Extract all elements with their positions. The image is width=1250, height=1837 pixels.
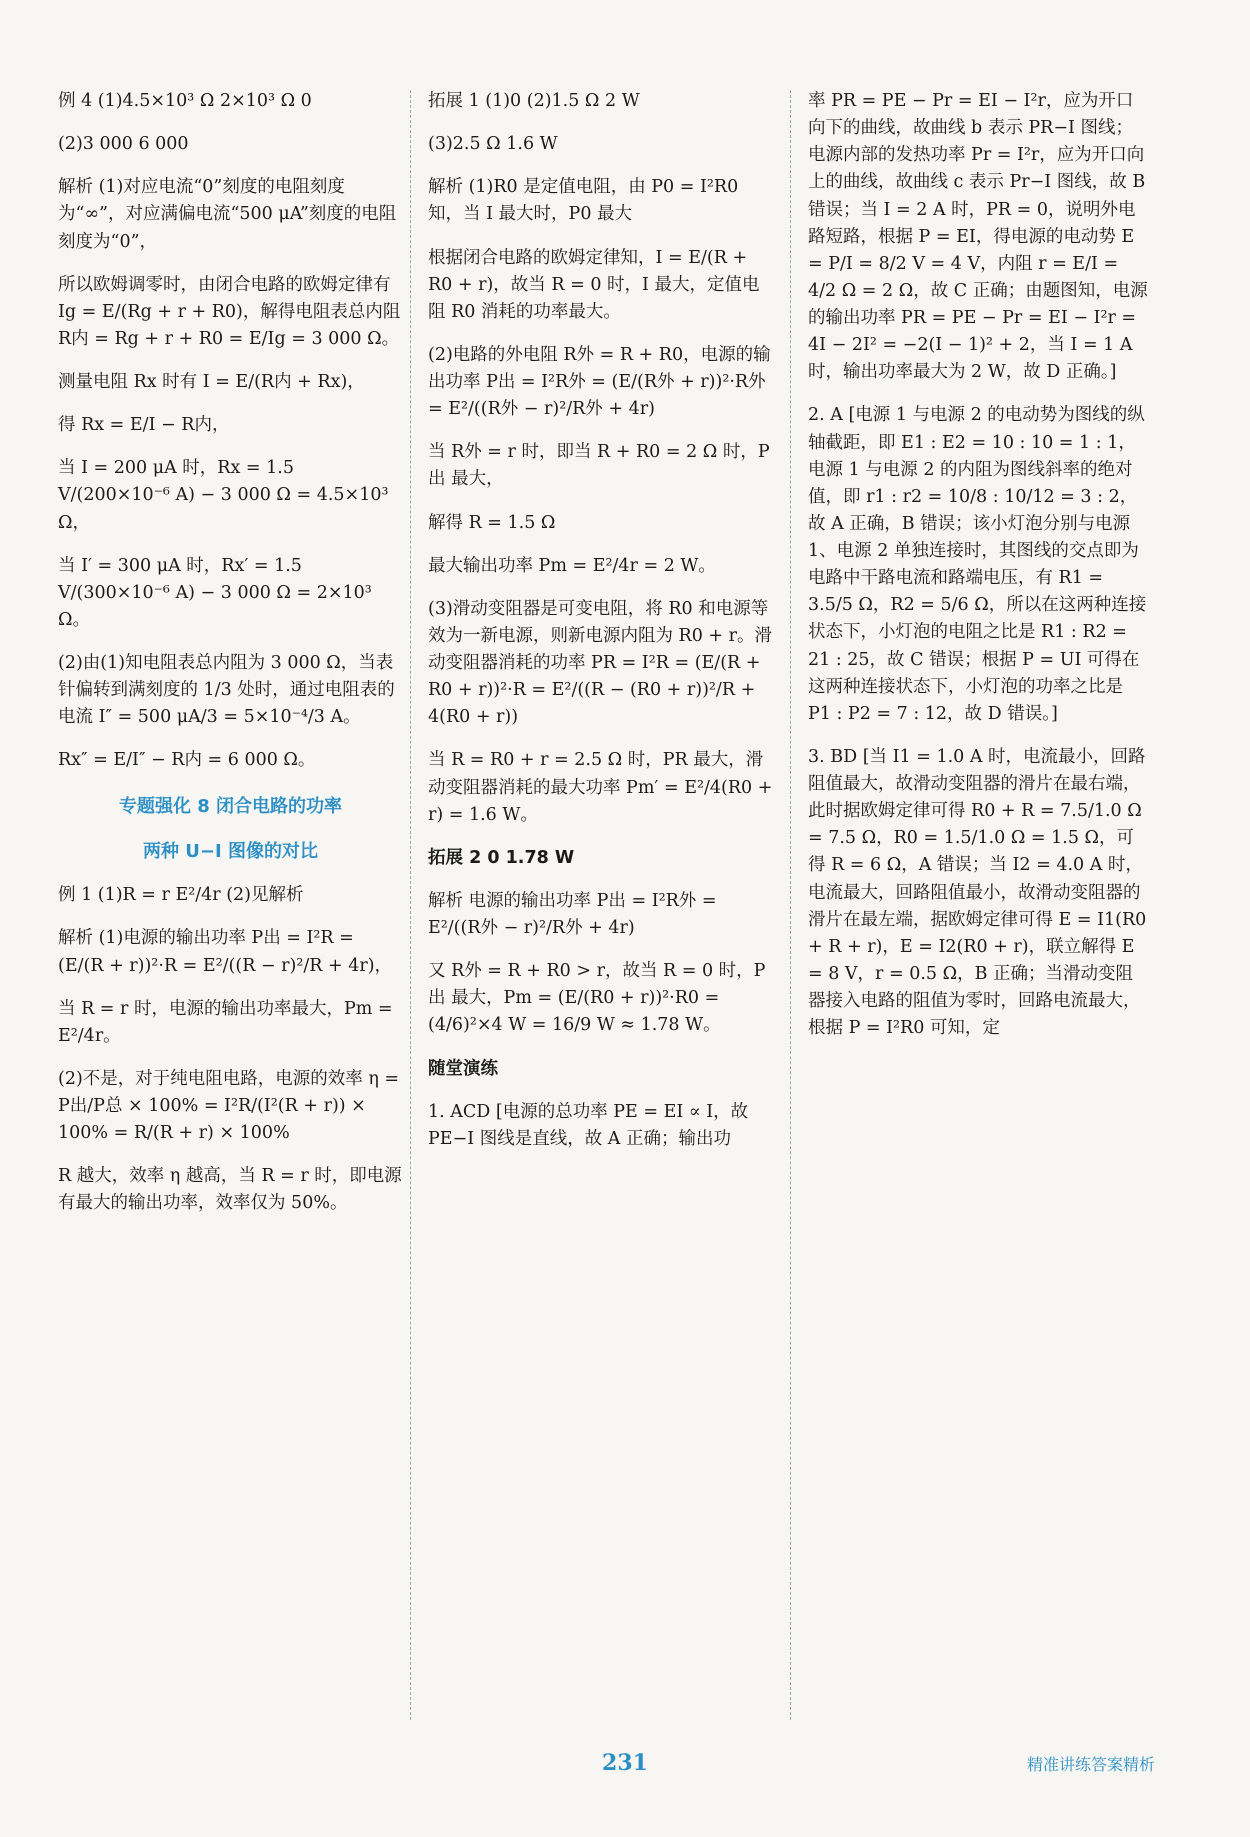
paragraph: 当 R = r 时，电源的输出功率最大，Pm = E²/4r。 bbox=[58, 998, 399, 1046]
paragraph: 拓展 2 0 1.78 W bbox=[428, 847, 575, 868]
column-3 bbox=[808, 88, 1152, 1058]
paragraph: 测量电阻 Rx 时有 I = E/(R内 + Rx)， bbox=[58, 372, 365, 392]
paragraph: 率 PR = PE − Pr = EI − I²r，应为开口向下的曲线，故曲线 b 表示 PR−I 图线；电源内部的发热功率 Pr = I²r，应为开口向上的曲线，故曲线 c 表示 Pr−I 图线，故 B 错误；当 I = 2 A 时，PR = 0，说明外电路短路，根据 P = EI，得电源的电动势 E = P/I = 8/2 V = 4 V，内阻 r = E/I = 4/2 Ω = 2 Ω，故 C 正确；由题图知，电源的输出功率 PR = PE − Pr = EI − I²r = 4I − 2I² = −2(I − 1)² + 2，当 I = 1 A 时，输出功率最大为 2 W，故 D 正确。] bbox=[808, 91, 1151, 383]
paragraph: (2)不是，对于纯电阻电路，电源的效率 η = P出/P总 × 100% = I²R/(I²(R + r)) × 100% = R/(R + r) × 100% bbox=[58, 1068, 405, 1144]
section-heading-line2: 两种 U−I 图像的对比 bbox=[143, 841, 318, 863]
paragraph: R 越大，效率 η 越高，当 R = r 时，即电源有最大的输出功率，效率仅为 50%。 bbox=[58, 1166, 402, 1214]
paragraph: 又 R外 = R + R0 > r，故当 R = 0 时，P出 最大，Pm = (E/(R0 + r))²·R0 = (4/6)²×4 W = 16/9 W ≈ 1.78 W。 bbox=[428, 961, 766, 1036]
page-number: 231 bbox=[602, 1750, 648, 1776]
paragraph: 解析 电源的输出功率 P出 = I²R外 = E²/((R外 − r)²/R外 + 4r) bbox=[428, 890, 723, 938]
paragraph: (2)3 000 6 000 bbox=[58, 134, 189, 155]
paragraph: 根据闭合电路的欧姆定律知，I = E/(R + R0 + r)，故当 R = 0 时，I 最大，定值电阻 R0 消耗的功率最大。 bbox=[428, 247, 760, 322]
paragraph: 当 R = R0 + r = 2.5 Ω 时，PR 最大，滑动变阻器消耗的最大功率 Pm′ = E²/4(R0 + r) = 1.6 W。 bbox=[428, 750, 778, 825]
paragraph: 解析 (1)电源的输出功率 P出 = I²R = (E/(R + r))²·R = E²/((R − r)²/R + 4r)， bbox=[58, 928, 393, 976]
paragraph: 1. ACD [电源的总功率 PE = EI ∝ I，故 PE−I 图线是直线，故 A 正确；输出功 bbox=[428, 1101, 754, 1149]
paragraph: 得 Rx = E/I − R内， bbox=[58, 415, 230, 436]
column-1 bbox=[58, 88, 406, 1234]
paragraph: (3)2.5 Ω 1.6 W bbox=[428, 134, 558, 155]
paragraph: 2. A [电源 1 与电源 2 的电动势为图线的纵轴截距，即 E1 : E2 = 10 : 10 = 1 : 1，电源 1 与电源 2 的内阻为图线斜率的绝对值，即 r1 : r2 = 10/8 : 10/12 = 3 : 2，故 A 正确，B 错误；该小灯泡分别与电源 1、电源 2 单独连接时，其图线的交点即为电路中干路电流和路端电压，有 R1 = 3.5/5 Ω，R2 = 5/6 Ω，所以在这两种连接状态下，小灯泡的电阻之比是 R1 : R2 = 21 : 25，故 C 错误；根据 P = UI 可得在这两种连接状态下，小灯泡的功率之比是 P1 : P2 = 7 : 12，故 D 错误。] bbox=[808, 405, 1147, 724]
paragraph: 解得 R = 1.5 Ω bbox=[428, 512, 556, 533]
paragraph: (2)电路的外电阻 R外 = R + R0，电源的输出功率 P出 = I²R外 = (E/(R外 + r))²·R外 = E²/((R外 − r)²/R外 + 4r) bbox=[428, 344, 772, 420]
paragraph: (2)由(1)知电阻表总内阻为 3 000 Ω，当表针偏转到满刻度的 1/3 处时，通过电阻表的电流 I″ = 500 μA/3 = 5×10⁻⁴/3 A。 bbox=[58, 653, 395, 728]
paragraph: 例 1 (1)R = r E²/4r (2)见解析 bbox=[58, 885, 304, 906]
column-divider-1 bbox=[410, 90, 411, 1720]
paragraph: 当 I′ = 300 μA 时，Rx′ = 1.5 V/(300×10⁻⁶ A) − 3 000 Ω = 2×10³ Ω。 bbox=[58, 555, 378, 630]
paragraph: 3. BD [当 I1 = 1.0 A 时，电流最小，回路阻值最大，故滑动变阻器的滑片在最右端，此时据欧姆定律可得 R0 + R = 7.5/1.0 Ω = 7.5 Ω，R0 = 1.5/1.0 Ω = 1.5 Ω，可得 R = 6 Ω，A 错误；当 I2 = 4.0 A 时，电流最大，回路阻值最小，故滑动变阻器的滑片在最左端，据欧姆定律可得 E = I1(R0 + R + r)，E = I2(R0 + r)，联立解得 E = 8 V，r = 0.5 Ω，B 正确；当滑动变阻器接入电路的阻值为零时，回路电流最大，根据 P = I²R0 可知，定 bbox=[808, 746, 1152, 1039]
paragraph: (3)滑动变阻器是可变电阻，将 R0 和电源等效为一新电源，则新电源内阻为 R0 + r。滑动变阻器消耗的功率 PR = I²R = (E/(R + R0 + r))²·R = E²/((R − (R0 + r))²/R + 4(R0 + r)) bbox=[428, 598, 773, 728]
paragraph: 最大输出功率 Pm = E²/4r = 2 W。 bbox=[428, 555, 716, 576]
section-heading-line1: 专题强化 8 闭合电路的功率 bbox=[118, 795, 343, 817]
paragraph: 拓展 1 (1)0 (2)1.5 Ω 2 W bbox=[428, 91, 640, 111]
paragraph: 当 I = 200 μA 时，Rx = 1.5 V/(200×10⁻⁶ A) − 3 000 Ω = 4.5×10³ Ω， bbox=[58, 458, 395, 533]
paragraph: 例 4 (1)4.5×10³ Ω 2×10³ Ω 0 bbox=[58, 91, 312, 111]
paragraph: Rx″ = E/I″ − R内 = 6 000 Ω。 bbox=[58, 750, 316, 771]
column-2 bbox=[428, 88, 778, 1169]
column-divider-2 bbox=[790, 90, 791, 1720]
subsection-title: 随堂演练 bbox=[428, 1058, 498, 1079]
footer-label: 精准讲练答案精析 bbox=[1026, 1755, 1155, 1774]
paragraph: 所以欧姆调零时，由闭合电路的欧姆定律有 Ig = E/(Rg + r + R0)，解得电阻表总内阻 R内 = Rg + r + R0 = E/Ig = 3 000 Ω。 bbox=[58, 274, 406, 349]
paragraph: 解析 (1)对应电流“0”刻度的电阻刻度为“∞”，对应满偏电流“500 μA”刻度的电阻刻度为“0”， bbox=[58, 177, 397, 252]
paragraph: 解析 (1)R0 是定值电阻，由 P0 = I²R0 知，当 I 最大时，P0 最大 bbox=[428, 177, 744, 225]
paragraph: 当 R外 = r 时，即当 R + R0 = 2 Ω 时，P出 最大， bbox=[428, 442, 770, 490]
